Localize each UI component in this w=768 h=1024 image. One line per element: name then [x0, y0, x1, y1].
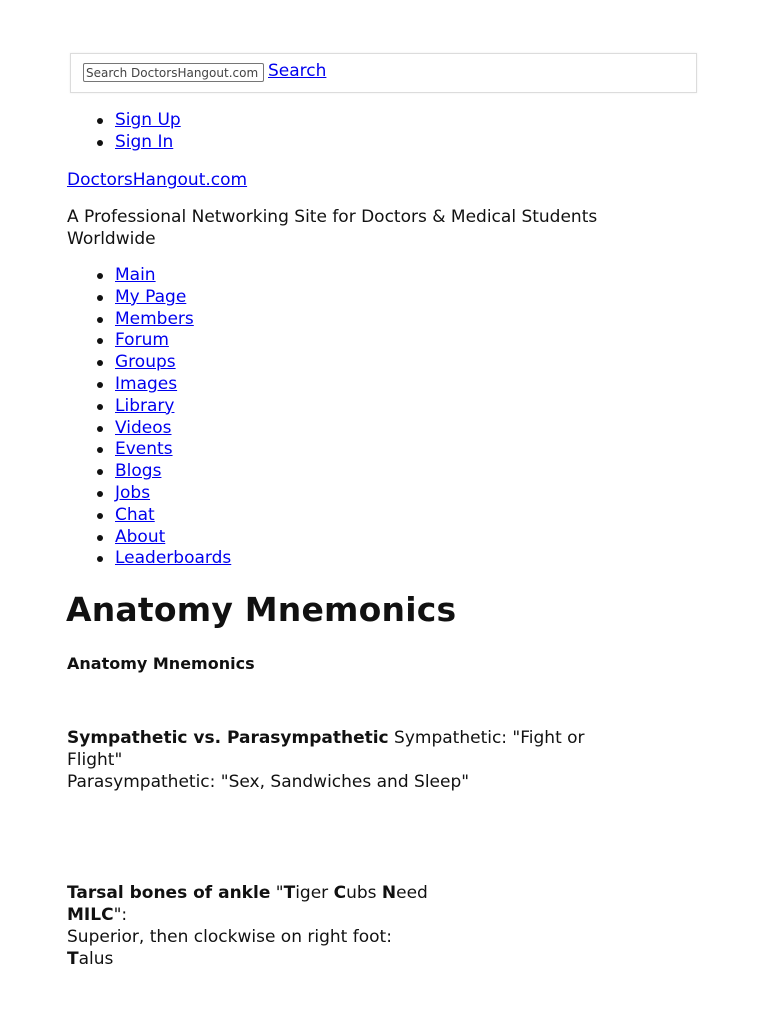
- bullet-icon: [97, 556, 103, 562]
- nav-link-members[interactable]: Members: [115, 308, 194, 329]
- mnemonic-text: Sympathetic: "Fight or Flight": [67, 728, 585, 770]
- mnemonic-letter: MILC: [67, 905, 114, 925]
- nav-item: [67, 418, 231, 440]
- search-input[interactable]: [83, 63, 264, 82]
- mnemonic-text: Superior, then clockwise on right foot:: [67, 927, 392, 947]
- mnemonic-letter: T: [67, 949, 79, 969]
- list-item-sign-up: [67, 110, 181, 132]
- nav-item: [67, 439, 231, 461]
- nav-item: [67, 461, 231, 483]
- mnemonic-text: ":: [113, 905, 128, 925]
- bullet-icon: [97, 273, 103, 279]
- mnemonic-letter: C: [333, 883, 347, 903]
- bullet-icon: [97, 513, 103, 519]
- bullet-icon: [97, 404, 103, 410]
- mnemonic-text: Parasympathetic: "Sex, Sandwiches and Sleep": [67, 772, 470, 792]
- bullet-icon: [97, 382, 103, 388]
- sign-up-link[interactable]: Sign Up: [115, 110, 181, 130]
- nav-item: [67, 352, 231, 374]
- site-home-link[interactable]: DoctorsHangout.com: [67, 170, 248, 190]
- nav-item: [67, 330, 231, 352]
- mnemonic-sympathetic: [67, 727, 627, 793]
- nav-item: [67, 548, 231, 570]
- nav-item: [67, 396, 231, 418]
- nav-link-main[interactable]: Main: [115, 265, 156, 285]
- main-nav: [67, 265, 231, 570]
- mnemonic-text: alus: [78, 949, 114, 969]
- nav-link-about[interactable]: About: [115, 526, 166, 547]
- mnemonic-text: iger: [295, 883, 334, 903]
- mnemonic-letter: T: [283, 883, 296, 903]
- nav-item: [67, 265, 231, 287]
- nav-item: [67, 309, 231, 331]
- bullet-icon: [97, 295, 103, 301]
- nav-link-my-page[interactable]: My Page: [115, 286, 187, 307]
- search-form: [70, 53, 697, 93]
- bullet-icon: [97, 360, 103, 366]
- mnemonic-heading: Tarsal bones of ankle: [67, 883, 271, 903]
- page-title: Anatomy Mnemonics: [66, 590, 457, 629]
- bullet-icon: [97, 447, 103, 453]
- sign-in-link[interactable]: Sign In: [115, 131, 174, 152]
- nav-link-groups[interactable]: Groups: [115, 352, 176, 373]
- bullet-icon: [97, 317, 103, 323]
- site-tagline: A Professional Networking Site for Doctors & Medical Students Worldwide: [67, 207, 598, 249]
- nav-link-library[interactable]: Library: [115, 395, 175, 416]
- nav-item: [67, 483, 231, 505]
- nav-link-chat[interactable]: Chat: [115, 504, 155, 525]
- nav-link-events[interactable]: Events: [115, 439, 173, 460]
- nav-link-jobs[interactable]: Jobs: [115, 482, 151, 503]
- nav-item: [67, 287, 231, 309]
- mnemonic-heading: Sympathetic vs. Parasympathetic: [67, 728, 389, 748]
- nav-link-blogs[interactable]: Blogs: [115, 461, 162, 482]
- list-item-sign-in: [67, 132, 181, 154]
- nav-link-leaderboards[interactable]: Leaderboards: [115, 548, 232, 569]
- nav-item: [67, 374, 231, 396]
- bullet-icon: [97, 535, 103, 541]
- page-subtitle: Anatomy Mnemonics: [67, 654, 255, 673]
- nav-link-forum[interactable]: Forum: [115, 330, 169, 351]
- mnemonic-text: ": [270, 883, 284, 903]
- bullet-icon: [97, 338, 103, 344]
- nav-link-images[interactable]: Images: [115, 373, 178, 394]
- mnemonic-text: ubs: [346, 883, 382, 903]
- mnemonic-text: eed: [396, 883, 428, 903]
- mnemonic-letter: N: [381, 883, 397, 903]
- bullet-icon: [97, 140, 103, 146]
- mnemonic-tarsal: [67, 882, 627, 970]
- account-links: [67, 110, 181, 154]
- nav-link-videos[interactable]: Videos: [115, 417, 172, 438]
- search-button[interactable]: Search: [268, 61, 327, 81]
- nav-item: [67, 527, 231, 549]
- bullet-icon: [97, 118, 103, 124]
- bullet-icon: [97, 491, 103, 497]
- nav-item: [67, 505, 231, 527]
- bullet-icon: [97, 426, 103, 432]
- bullet-icon: [97, 469, 103, 475]
